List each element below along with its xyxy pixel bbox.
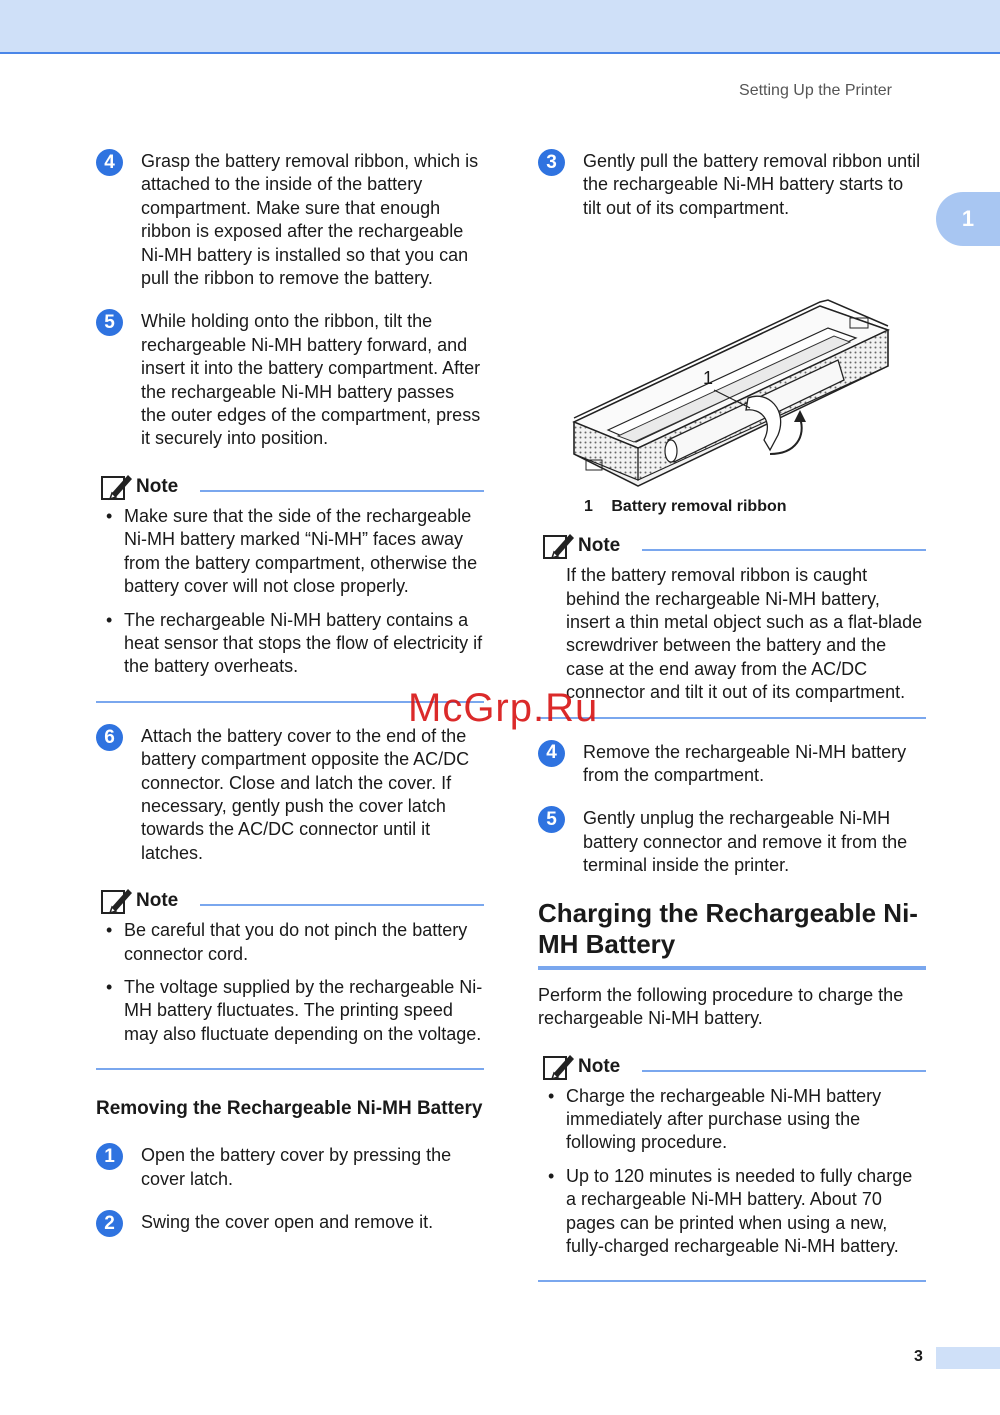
step-6 — [96, 725, 484, 865]
subsection-heading: Removing the Rechargeable Ni-MH Battery — [96, 1098, 483, 1120]
note-bullet: • Make sure that the side of the rechargeable Ni-MH battery marked “Ni-MH” faces away from the battery compartment, otherwise the battery cover will not close properly. — [96, 505, 484, 599]
note-bullet: • The rechargeable Ni-MH battery contains a heat sensor that stops the flow of electricity if the battery overheats. — [96, 609, 484, 679]
step-3 — [538, 150, 926, 220]
step-text: While holding onto the ribbon, tilt the rechargeable Ni-MH battery forward, and insert it into the battery compartment. After the rechargeable Ni-MH battery passes the outer edges of the compartment, press it securely into position. — [141, 311, 481, 449]
note-bullet: • The voltage supplied by the rechargeable Ni-MH battery fluctuates. The printing speed may also fluctuate depending on the voltage. — [96, 976, 484, 1046]
note-pencil-icon — [100, 471, 134, 503]
note-bullet: • Up to 120 minutes is needed to fully charge a rechargeable Ni-MH battery. About 70 pages can be printed when using a new, fully-charged rechargeable Ni-MH battery. — [538, 1165, 926, 1259]
figure-callout-number: 1 — [703, 368, 714, 389]
chapter-tab: 1 — [936, 192, 1000, 246]
note-title: Note — [578, 535, 621, 557]
page-tab — [936, 1347, 1000, 1369]
note-title: Note — [136, 475, 179, 497]
note-bullet: • Be careful that you do not pinch the battery connector cord. — [96, 919, 484, 966]
step-text: Attach the battery cover to the end of the battery compartment opposite the AC/DC connector. Close and latch the cover. If necessary, gently push the cover latch towards the AC/DC connector until it latches. — [141, 725, 470, 863]
step-text: Gently unplug the rechargeable Ni-MH battery connector and remove it from the terminal inside the printer. — [583, 808, 908, 876]
note-bullet-list — [96, 505, 484, 679]
printer-drawing — [538, 240, 926, 490]
note-bullet-list — [96, 919, 484, 1046]
note-bullet: • Charge the rechargeable Ni-MH battery immediately after purchase using the following procedure. — [538, 1085, 926, 1155]
step-text: Open the battery cover by pressing the cover latch. — [141, 1145, 452, 1189]
note-rule — [642, 1070, 926, 1072]
watermark-text: McGrp.Ru — [408, 686, 599, 730]
step-text: Swing the cover open and remove it. — [141, 1212, 434, 1232]
running-header-title: Setting Up the Printer — [739, 82, 892, 99]
step-1 — [96, 1144, 484, 1191]
section-heading: Charging the Rechargeable Ni-MH Battery — [538, 898, 926, 970]
note-header — [538, 530, 926, 562]
note-paragraph: If the battery removal ribbon is caught behind the rechargeable Ni-MH battery, insert a thin metal object such as a flat-blade screwdriver between the battery and the case at the end away from the AC/DC connector and tilt it out of its compartment. — [566, 565, 923, 703]
step-2 — [96, 1211, 484, 1234]
caption-number: 1 — [584, 498, 593, 516]
intro-paragraph: Perform the following procedure to charge the rechargeable Ni-MH battery. — [538, 984, 904, 1029]
note-bullet-list — [538, 1085, 926, 1259]
step-number-badge: 3 — [538, 149, 565, 176]
step-text: Grasp the battery removal ribbon, which is attached to the inside of the battery compartment. Make sure that enough ribbon is exposed after the rechargeable Ni-MH battery is installed so that you can pull the ribbon to remove the battery. — [141, 151, 479, 289]
note-rule — [200, 490, 484, 492]
step-text: Remove the rechargeable Ni-MH battery from the compartment. — [583, 741, 907, 786]
note-title: Note — [578, 1055, 621, 1077]
step-number-badge: 1 — [96, 1143, 123, 1170]
step-4 — [96, 150, 484, 290]
step-4 — [538, 741, 926, 788]
note-box — [538, 1051, 926, 1283]
note-title: Note — [136, 890, 179, 912]
note-pencil-icon — [100, 885, 134, 917]
note-header — [538, 1051, 926, 1083]
step-number-badge: 5 — [96, 309, 123, 336]
printer-battery-illustration — [538, 240, 926, 490]
note-header — [96, 885, 484, 917]
figure-caption — [538, 498, 926, 516]
step-number-badge: 2 — [96, 1210, 123, 1237]
step-number-badge: 6 — [96, 724, 123, 751]
step-number-badge: 4 — [96, 149, 123, 176]
step-number-badge: 4 — [538, 740, 565, 767]
note-pencil-icon — [542, 1051, 576, 1083]
note-box — [96, 471, 484, 703]
note-pencil-icon — [542, 530, 576, 562]
caption-text: Battery removal ribbon — [611, 498, 787, 516]
top-header-band — [0, 0, 1000, 54]
step-text: Gently pull the battery removal ribbon until the rechargeable Ni-MH battery starts to tilt out of its compartment. — [583, 151, 921, 218]
note-header — [96, 471, 484, 503]
step-5 — [538, 807, 926, 877]
note-rule — [642, 549, 926, 551]
step-number-badge: 5 — [538, 806, 565, 833]
step-5 — [96, 310, 484, 450]
note-box — [96, 885, 484, 1070]
page-number: 3 — [914, 1348, 923, 1365]
note-rule — [200, 904, 484, 906]
